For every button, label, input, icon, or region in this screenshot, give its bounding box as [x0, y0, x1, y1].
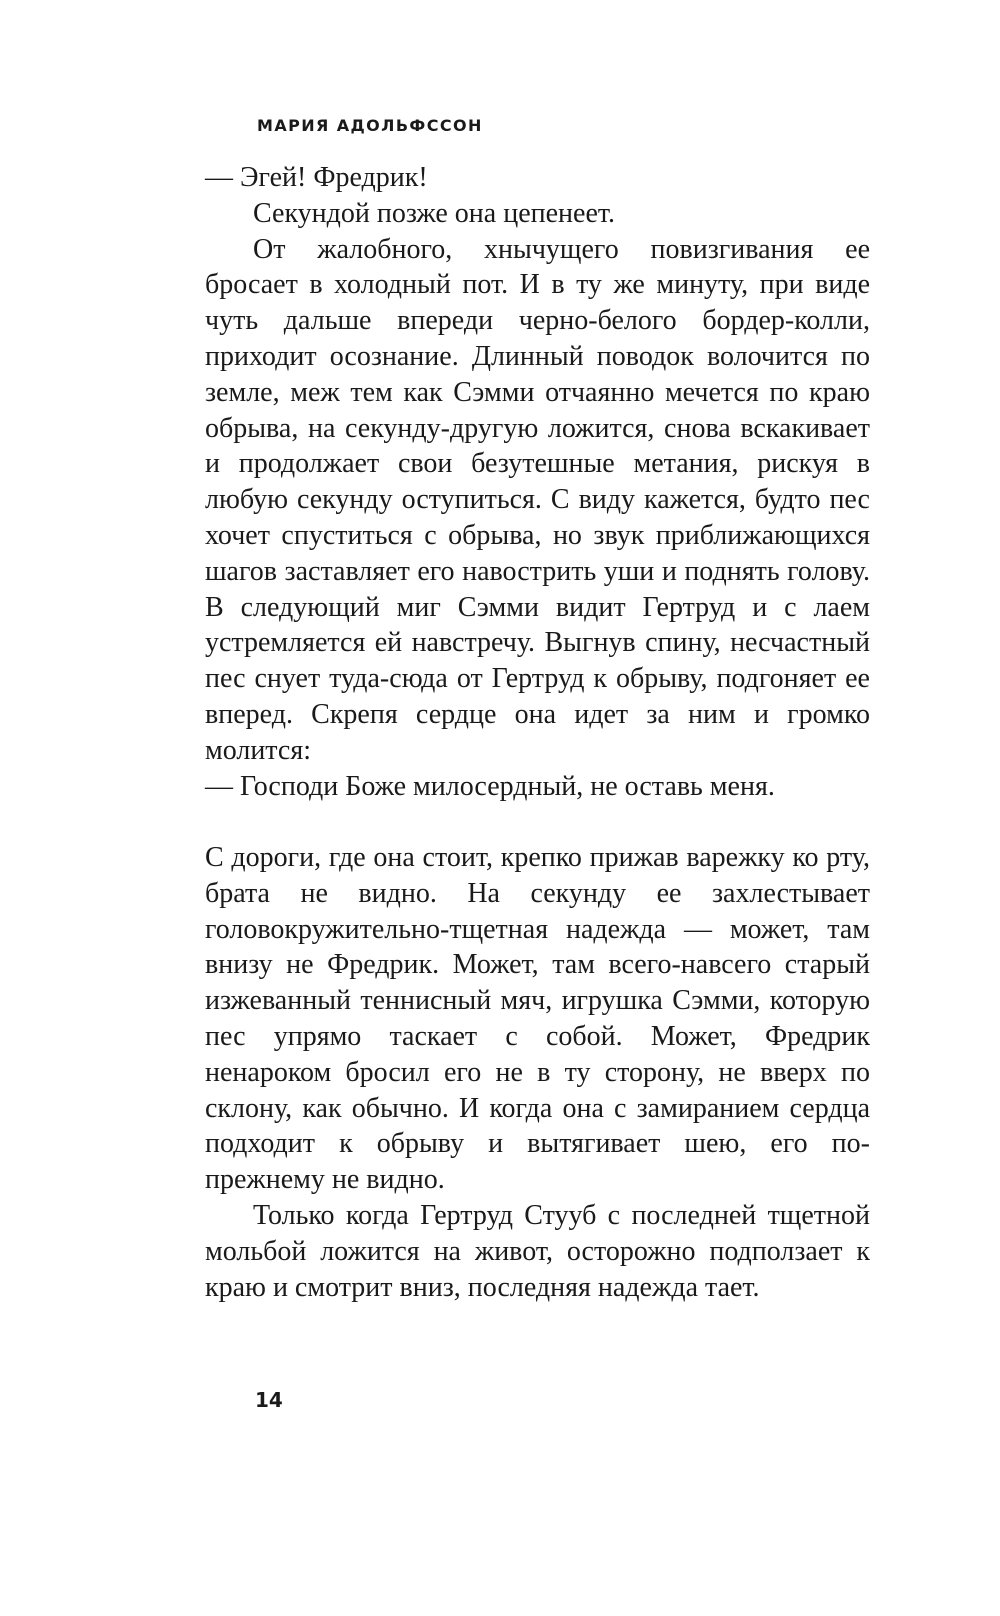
text-section-2 [205, 840, 870, 1305]
dialogue-line-2: — Господи Боже милосердный, не оставь меня. [205, 770, 775, 802]
paragraph-2: От жалобного, хнычущего повизгивания ее бросает в холодный пот. И в ту же минуту, при виде чуть дальше впереди черно-белого бордер-колли, приходит осознание. Длинный поводок волочится по земле, меж тем как Сэмми отчаянно мечется по краю обрыва, на секунду-другую ложится, снова вскакивает и продолжает свои безутешные метания, рискуя в любую секунду оступиться. С виду кажется, будто пес хочет спуститься с обрыва, но звук приближающихся шагов заставляет его навострить уши и поднять голову. В следующий миг Сэмми видит Гертруд и с лаем устремляется ей навстречу. Выгнув спину, несчастный пес снует туда-сюда от Гертруд к обрыву, подгоняет ее вперед. Скрепя сердце она идет за ним и громко молится: [205, 233, 870, 766]
paragraph-4: Только когда Гертруд Стууб с последней тщетной мольбой ложится на живот, осторожно подползает к краю и смотрит вниз, последняя надежда тает. [205, 1199, 870, 1303]
text-section-1 [205, 160, 870, 804]
paragraph-1: Секундой позже она цепенеет. [253, 197, 616, 229]
paragraph-3: С дороги, где она стоит, крепко прижав варежку ко рту, брата не видно. На секунду ее захлестывает головокружительно-тщетная надежда — может, там внизу не Фредрик. Может, там всего-навсего старый изжеванный теннисный мяч, игрушка Сэмми, которую пес упрямо таскает с собой. Может, Фредрик ненароком бросил его не в ту сторону, не вверх по склону, как обычно. И когда она с замиранием сердца подходит к обрыву и вытягивает шею, его по-прежнему не видно. [205, 842, 870, 1196]
running-header-author: МАРИЯ АДОЛЬФССОН [257, 116, 483, 135]
page-number: 14 [255, 1388, 283, 1412]
dialogue-line-1: — Эгей! Фредрик! [205, 162, 428, 193]
